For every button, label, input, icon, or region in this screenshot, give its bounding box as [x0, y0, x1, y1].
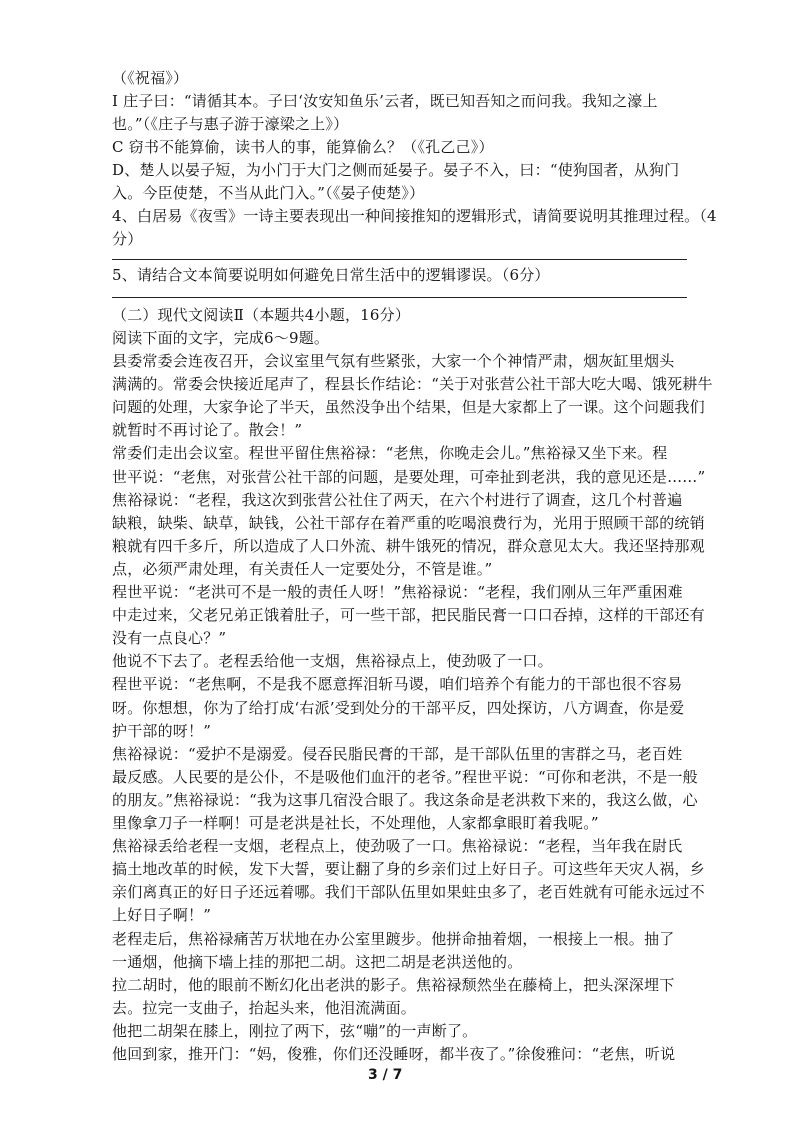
- passage-line: 最反感。人民要的是公仆，不是吸他们血汗的老爷。”程世平说：“可你和老洪，不是一般: [112, 767, 698, 786]
- passage-line: 焦裕禄丢给老程一支烟，老程点上，使劲吸了一口。焦裕禄说：“老程，当年我在尉氏: [112, 837, 683, 856]
- passage-line: 缺粮，缺柴、缺草，缺钱，公社干部存在着严重的吃喝浪费行为，光用于照顾干部的统销: [112, 513, 705, 532]
- passage-line: 上好日子啊！”: [112, 906, 212, 925]
- passage-line: 焦裕禄说：“爱护不是溺爱。侵吞民脂民膏的干部，是干部队伍里的害群之马，老百姓: [112, 744, 683, 763]
- answer-line: [112, 259, 687, 260]
- text-line: （《祝福》）: [112, 69, 189, 87]
- passage-line: 他把二胡架在膝上，刚拉了两下，弦“嘣”的一声断了。: [112, 1021, 478, 1040]
- passage-line: 去。拉完一支曲子，抬起头来，他泪流满面。: [112, 998, 417, 1017]
- passage-line: 护干部的呀！”: [112, 721, 212, 740]
- answer-line: [112, 297, 687, 298]
- passage-line: 中走过来，父老兄弟正饿着肚子，可一些干部，把民脂民膏一口口吞掉，这样的干部还有: [112, 606, 705, 625]
- passage-line: 没有一点良心？”: [112, 629, 227, 648]
- text-line: D、楚人以晏子短，为小门于大门之侧而延晏子。晏子不入，曰：“使狗国者，从狗门: [112, 161, 680, 179]
- passage-line: 里像拿刀子一样啊！可是老洪是社长，不处理他，人家都拿眼盯着我呢。”: [112, 814, 599, 832]
- passage-line: 粮就有四千多斤，所以造成了人口外流、耕牛饿死的情况，群众意见太大。我还坚持那观: [112, 536, 705, 555]
- passage-line: 亲们离真正的好日子还远着哪。我们干部队伍里如果蛀虫多了，老百姓就有可能永远过不: [112, 883, 705, 902]
- text-line: 入。今臣使楚，不当从此门入。”（《晏子使楚》）: [112, 184, 425, 202]
- passage-line: 呀。你想想，你为了给打成‘右派’受到处分的干部平反，四处探访，八方调查，你是爱: [112, 698, 685, 717]
- text-line: I 庄子曰：“请循其本。子曰‘汝安知鱼乐’云者，既已知吾知之而问我。我知之濠上: [112, 92, 658, 110]
- passage-line: 他回到家，推开门：“妈，俊雅，你们还没睡呀，都半夜了。”徐俊雅问：“老焦，听说: [112, 1045, 676, 1063]
- passage-line: 的朋友。”焦裕禄说：“我为这事几宿没合眼了。我这条命是老洪救下来的，我这么做，心: [112, 790, 698, 809]
- passage-line: 就暂时不再讨论了。散会！”: [112, 421, 303, 440]
- reading-instruction: 阅读下面的文字，完成6～9题。: [112, 329, 330, 347]
- text-line: 分）: [112, 230, 143, 248]
- passage-line: 程世平说：“老洪可不是一般的责任人呀！”焦裕禄说：“老程，我们刚从三年严重困难: [112, 583, 683, 601]
- passage-line: 点，必须严肃处理，有关责任人一定要处分，不管是谁。”: [112, 559, 493, 578]
- text-line: 也。”（《庄子与惠子游于濠梁之上》）: [112, 115, 349, 133]
- passage-line: 搞土地改革的时候，发下大誓，要让翻了身的乡亲们过上好日子。可这些年天灾人祸，乡: [112, 860, 705, 879]
- passage-line: 世平说：“老焦，对张营公社干部的问题，是要处理，可牵扯到老洪，我的意见还是……”: [112, 467, 706, 486]
- passage-line: 他说不下去了。老程丢给他一支烟，焦裕禄点上，使劲吸了一口。: [112, 652, 553, 671]
- passage-line: 县委常委会连夜召开，会议室里气氛有些紧张，大家一个个神情严肃，烟灰缸里烟头: [112, 352, 675, 370]
- passage-line: 拉二胡时，他的眼前不断幻化出老洪的影子。焦裕禄颓然坐在藤椅上，把头深深埋下: [112, 975, 675, 994]
- question-5: 5、请结合文本简要说明如何避免日常生活中的逻辑谬误。（6分）: [112, 266, 550, 284]
- passage-line: 问题的处理，大家争论了半天，虽然没争出个结果，但是大家都上了一课。这个问题我们: [112, 398, 705, 417]
- text-line: 4、白居易《夜雪》一诗主要表现出一种间接推知的逻辑形式，请简要说明其推理过程。（4: [112, 207, 717, 225]
- passage-line: 常委们走出会议室。程世平留住焦裕禄：“老焦，你晚走会儿。”焦裕禄又坐下来。程: [112, 444, 668, 463]
- passage-line: 老程走后，焦裕禄痛苦万状地在办公室里踱步。他拼命抽着烟，一根接上一根。抽了: [112, 929, 675, 948]
- page-number: 3 / 7: [368, 1067, 403, 1083]
- text-line: C 窃书不能算偷，读书人的事，能算偷么？（《孔乙己》）: [112, 138, 494, 156]
- passage-line: 程世平说：“老焦啊，不是我不愿意挥泪斩马谡，咱们培养个有能力的干部也很不容易: [112, 675, 683, 694]
- passage-line: 一通烟，他摘下墙上挂的那把二胡。这把二胡是老洪送他的。: [112, 952, 523, 971]
- section-title: （二）现代文阅读Ⅱ（本题共4小题，16分）: [112, 306, 411, 324]
- passage-line: 焦裕禄说：“老程，我这次到张营公社住了两天，在六个村进行了调查，这几个村普遍: [112, 490, 683, 509]
- passage-line: 满满的。常委会快接近尾声了，程县长作结论：“关于对张营公社干部大吃大喝、饿死耕牛: [112, 375, 713, 394]
